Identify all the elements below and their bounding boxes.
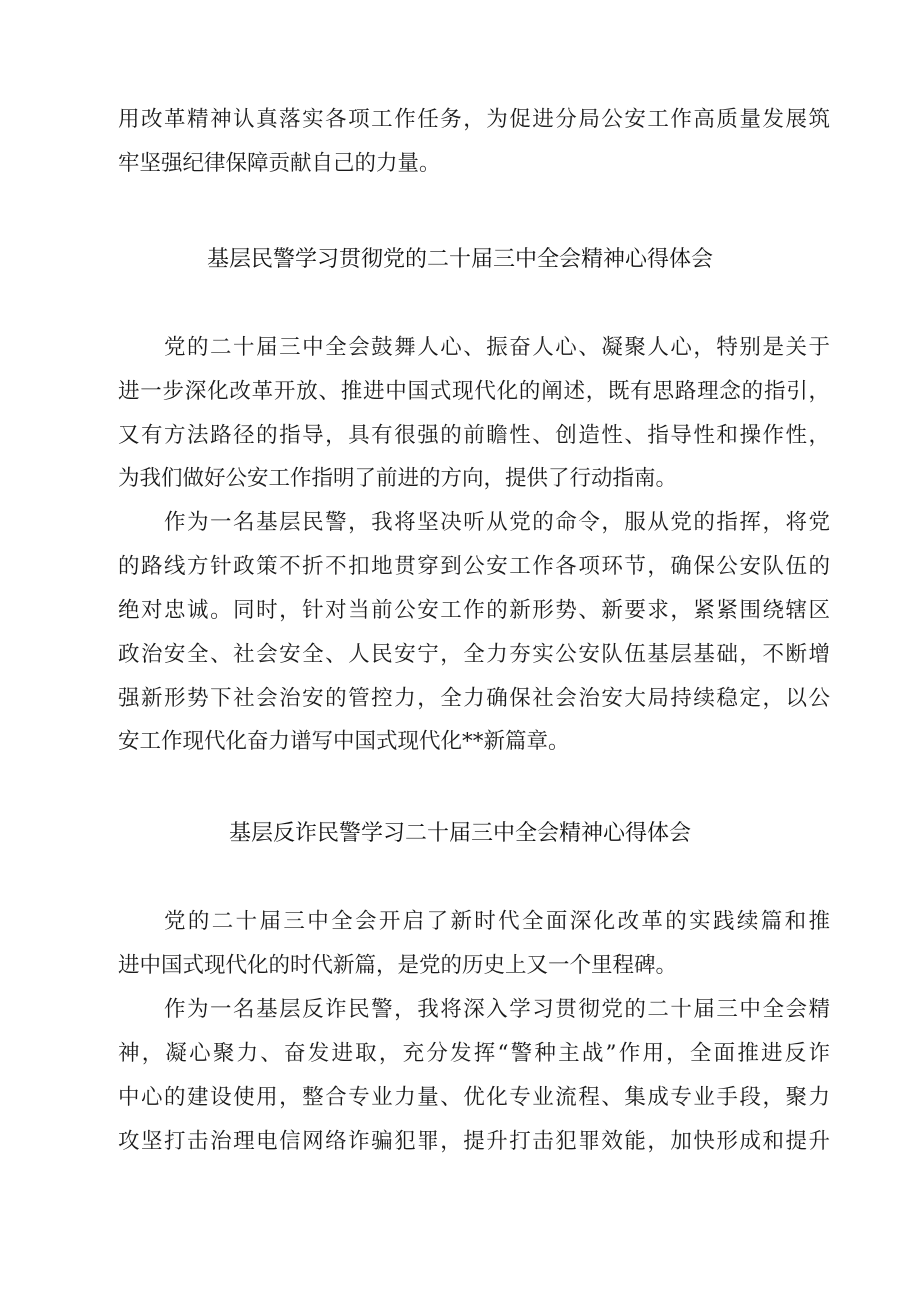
s2-p2-line-1: 作为一名基层反诈民警，我将深入学习贯彻党的二十届三中全会精: [164, 997, 830, 1022]
s1-p1-line-4: 为我们做好公安工作指明了前进的方向，提供了行动指南。: [118, 466, 678, 491]
section1-title: 基层民警学习贯彻党的二十届三中全会精神心得体会: [206, 247, 713, 272]
s2-p2-line-2: 神，凝心聚力、奋发进取，充分发挥“警种主战”作用，全面推进反诈: [118, 1041, 830, 1066]
s1-p1-line-2: 进一步深化改革开放、推进中国式现代化的阐述，既有思路理念的指引，: [118, 379, 830, 404]
s2-p1-line-1: 党的二十届三中全会开启了新时代全面深化改革的实践续篇和推: [164, 909, 830, 934]
s1-p1-line-3: 又有方法路径的指导，具有很强的前瞻性、创造性、指导性和操作性，: [118, 423, 830, 448]
s2-p2-line-3: 中心的建设使用，整合专业力量、优化专业流程、集成专业手段，聚力: [118, 1085, 830, 1110]
section2-title: 基层反诈民警学习二十届三中全会精神心得体会: [228, 821, 691, 846]
s1-p1-line-1: 党的二十届三中全会鼓舞人心、振奋人心、凝聚人心，特别是关于: [164, 335, 830, 360]
intro-line-2: 牢坚强纪律保障贡献自己的力量。: [118, 151, 441, 176]
s2-p1-line-2: 进中国式现代化的时代新篇，是党的历史上又一个里程碑。: [118, 953, 678, 978]
s1-p2-line-1: 作为一名基层民警，我将坚决听从党的命令，服从党的指挥，将党: [164, 510, 830, 535]
s1-p2-line-2: 的路线方针政策不折不扣地贯穿到公安工作各项环节，确保公安队伍的: [118, 554, 830, 579]
s2-p2-line-4: 攻坚打击治理电信网络诈骗犯罪，提升打击犯罪效能，加快形成和提升: [118, 1129, 830, 1154]
s1-p2-line-3: 绝对忠诚。同时，针对当前公安工作的新形势、新要求，紧紧围绕辖区: [118, 598, 830, 623]
s1-p2-line-6: 安工作现代化奋力谱写中国式现代化**新篇章。: [118, 729, 570, 754]
s1-p2-line-4: 政治安全、社会安全、人民安宁，全力夯实公安队伍基层基础，不断增: [118, 642, 830, 667]
s1-p2-line-5: 强新形势下社会治安的管控力，全力确保社会治安大局持续稳定，以公: [118, 686, 830, 711]
intro-line-1: 用改革精神认真落实各项工作任务，为促进分局公安工作高质量发展筑: [118, 107, 830, 132]
